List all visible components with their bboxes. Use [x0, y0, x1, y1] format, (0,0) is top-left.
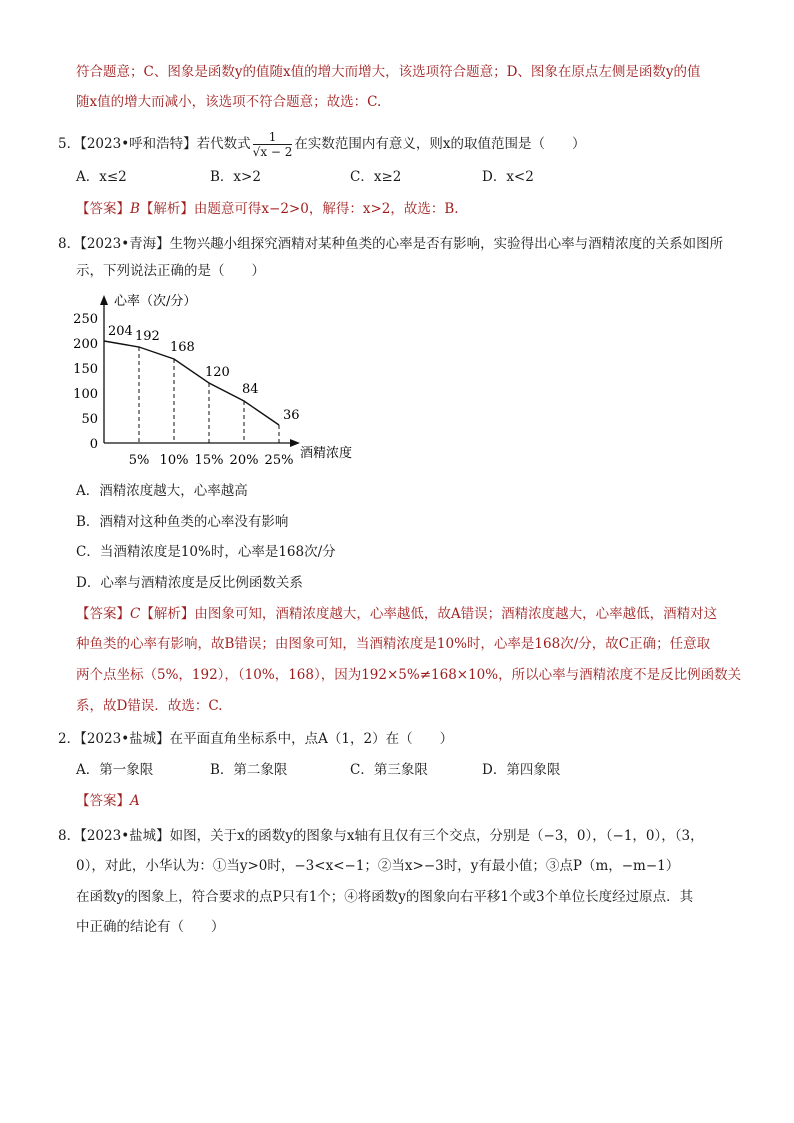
q5-stem-b: 在实数范围内有意义，则x的取值范围是（ ） [294, 136, 586, 152]
q5-frac-denominator: √x − 2 [252, 145, 293, 159]
q2-stem [58, 729, 453, 749]
q2-option-c: C．第三象限 [350, 762, 428, 778]
q5-answer [76, 199, 459, 219]
q8b-stem-4: 中正确的结论有（ ） [76, 919, 225, 935]
chart-marks [104, 324, 300, 443]
q8a-option-b: B．酒精对这种鱼类的心率没有影响 [76, 514, 289, 530]
carry-line-1: 符合题意；C、图象是函数y的值随x值的增大而增大，该选项符合题意；D、图象在原点左侧是函数y的值 [76, 64, 701, 80]
heart-rate-chart [70, 287, 390, 472]
q2-option-a: A．第一象限 [76, 762, 154, 778]
q5-analysis-tag: 【解析】 [139, 201, 194, 217]
x-tick-label: 10% [159, 453, 189, 468]
q2-number: 2． [58, 731, 81, 747]
q8b-stem-text-1: 如图，关于x的函数y的图象与x轴有且仅有三个交点，分别是（−3，0），（−1，0），（3， [169, 828, 704, 844]
q8a-stem-1 [58, 234, 723, 254]
q8a-answer-tag: 【答案】 [76, 606, 130, 622]
q8a-option-a: A．酒精浓度越大，心率越高 [76, 483, 248, 499]
q2-answer-value: A [130, 793, 140, 809]
data-label: 204 [108, 324, 133, 339]
q2-stem-text: 在平面直角坐标系中，点A（1，2）在（ ） [169, 731, 454, 747]
q8b-source: 【2023•盐城】 [80, 828, 170, 844]
q8a-analysis-1 [76, 604, 717, 624]
q8a-option-d: D．心率与酒精浓度是反比例函数关系 [76, 575, 303, 591]
q8a-analysis-tag: 【解析】 [140, 606, 195, 622]
q8a-analysis-3: 两个点坐标（5%，192），（10%，168），因为192×5%≠168×10%，所以心率与酒精浓度不是反比例函数关 [76, 667, 742, 683]
q5-stem-a: 若代数式 [196, 136, 251, 152]
q5-number: 5． [58, 136, 81, 152]
q5-analysis: 由题意可得x−2>0，解得：x>2，故选：B. [193, 201, 459, 217]
x-axis-arrow [290, 439, 300, 447]
q2-option-d: D．第四象限 [482, 762, 561, 778]
x-tick-label: 15% [194, 453, 224, 468]
q2-option-b: B．第二象限 [210, 762, 288, 778]
q8a-stem-2: 示，下列说法正确的是（ ） [76, 263, 265, 279]
y-tick-label: 250 [73, 312, 98, 327]
y-axis-label: 心率（次/分） [114, 294, 197, 309]
x-tick-label: 20% [229, 453, 259, 468]
q8b-stem-3: 在函数y的图象上，符合要求的点P只有1个；④将函数y的图象向右平移1个或3个单位长度经过原点．其 [76, 889, 694, 905]
y-tick-label: 150 [73, 362, 98, 377]
q8b-stem-1 [58, 826, 704, 846]
q2-answer [76, 791, 140, 811]
q5-source: 【2023•呼和浩特】 [80, 136, 197, 152]
carry-line-2: 随x值的增大而减小，该选项不符合题意；故选：C. [76, 94, 382, 110]
q8a-option-c: C．当酒精浓度是10%时，心率是168次/分 [76, 544, 336, 560]
chart-ticks [73, 312, 293, 468]
data-label: 168 [170, 340, 195, 355]
q5-answer-tag: 【答案】 [76, 201, 130, 217]
q8b-number: 8． [58, 828, 81, 844]
y-axis-arrow [100, 295, 108, 305]
data-label: 84 [242, 382, 259, 397]
y-tick-label: 200 [73, 337, 98, 352]
q8a-analysis-4: 系，故D错误．故选：C. [76, 698, 223, 714]
q8b-stem-2: 0），对此，小华认为：①当y>0时，−3<x<−1；②当x>−3时，y有最小值；③点P（m，−m−1） [76, 858, 680, 874]
q5-option-d: D．x<2 [482, 169, 534, 185]
q2-source: 【2023•盐城】 [80, 731, 170, 747]
q5-option-a: A．x≤2 [76, 169, 127, 185]
y-tick-label: 50 [81, 412, 98, 427]
y-tick-label: 0 [89, 437, 98, 452]
data-label: 192 [135, 329, 160, 344]
q8a-number: 8． [58, 236, 81, 252]
q5-answer-value: B [130, 201, 140, 217]
data-label: 120 [205, 365, 230, 380]
q8a-source: 【2023•青海】 [80, 236, 170, 252]
q5-option-c: C．x≥2 [350, 169, 402, 185]
q8a-answer-value: C [130, 606, 141, 622]
q5-option-b: B．x>2 [210, 169, 261, 185]
q5-fraction [253, 130, 293, 159]
q8a-analysis-2: 种鱼类的心率有影响，故B错误；由图象可知，当酒精浓度是10%时，心率是168次/分，故C正确；任意取 [76, 636, 711, 652]
q8a-stem-text-1: 生物兴趣小组探究酒精对某种鱼类的心率是否有影响，实验得出心率与酒精浓度的关系如图所 [169, 236, 724, 252]
x-tick-label: 25% [264, 453, 294, 468]
data-label: 36 [283, 408, 300, 423]
y-tick-label: 100 [73, 387, 98, 402]
q5-frac-numerator: 1 [253, 130, 293, 145]
x-axis-label: 酒精浓度 [300, 446, 353, 461]
x-tick-label: 5% [128, 453, 150, 468]
q8a-analysis-text-1: 由图象可知，酒精浓度越大，心率越低，故A错误；酒精浓度越大，心率越低，酒精对这 [194, 606, 718, 622]
q2-answer-tag: 【答案】 [76, 793, 130, 809]
q5-stem [58, 130, 586, 159]
